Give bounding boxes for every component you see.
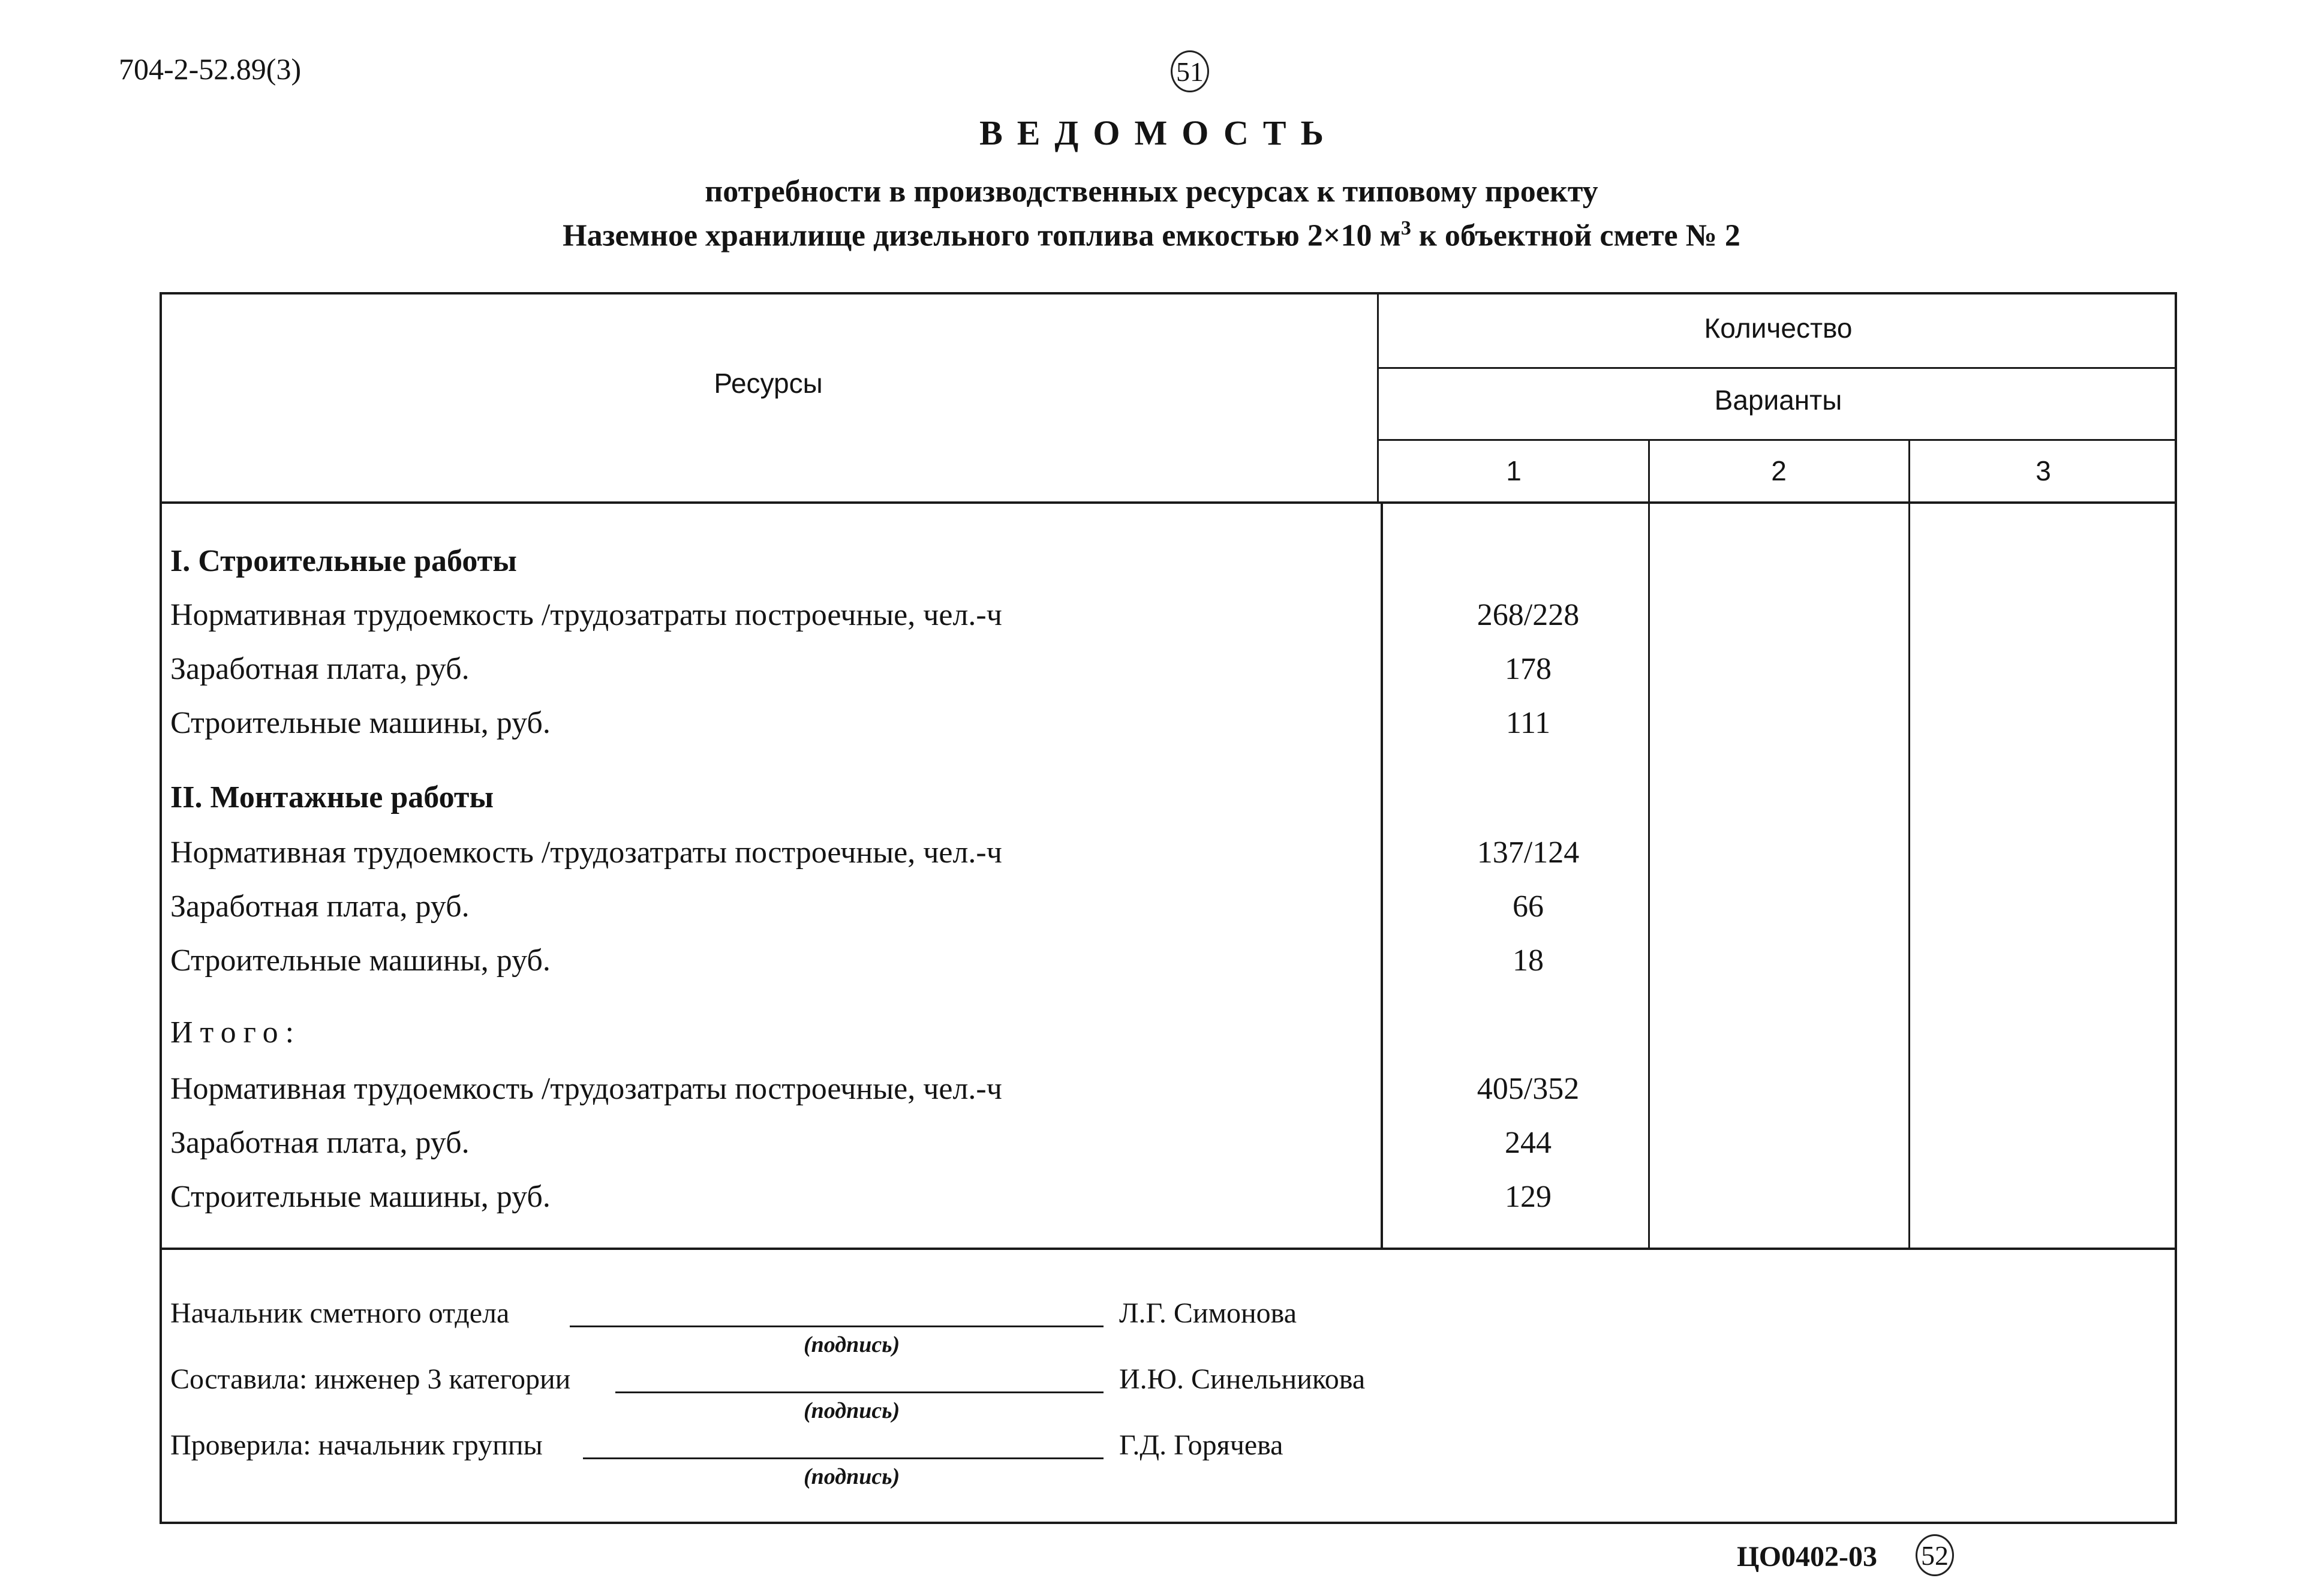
row-label: Нормативная трудоемкость /трудозатраты построечные, чел.-ч — [170, 598, 1002, 632]
document-title: ВЕДОМОСТЬ — [979, 113, 1338, 152]
rule-signatures-top — [160, 1248, 2177, 1250]
row-label: Заработная плата, руб. — [170, 1126, 470, 1160]
signature-role: Начальник сметного отдела — [170, 1297, 510, 1329]
subtitle-2-tail: к объектной смете № 2 — [1411, 218, 1740, 253]
section-title-construction: I. Строительные работы — [170, 544, 517, 578]
signature-line — [570, 1326, 1104, 1327]
row-value-variant-1: 129 — [1505, 1180, 1552, 1214]
rule-quantity-bottom — [1377, 367, 2177, 369]
signatory-name: И.Ю. Синельникова — [1119, 1363, 1366, 1395]
page-number-top: 51 — [1171, 50, 1209, 92]
document-subtitle-2 — [0, 217, 2303, 253]
footer-document-code: ЦО0402-03 — [1737, 1541, 1878, 1573]
section-title-total: Итого: — [170, 1015, 302, 1050]
header-variant-2: 2 — [1771, 455, 1787, 486]
subtitle-2-main: Наземное хранилище дизельного топлива емкостью 2×10 м — [563, 218, 1401, 253]
rule-resources-col-body — [1381, 501, 1383, 1249]
row-value-variant-1: 244 — [1505, 1126, 1552, 1160]
rule-variant-2-3 — [1908, 439, 1910, 1249]
rule-variants-bottom — [1377, 439, 2177, 441]
document-subtitle-1: потребности в производственных ресурсах к типовому проекту — [705, 175, 1598, 209]
section-title-installation: II. Монтажные работы — [170, 780, 494, 814]
header-quantity: Количество — [1704, 312, 1853, 344]
signatory-name: Л.Г. Симонова — [1119, 1297, 1297, 1329]
signature-line — [615, 1391, 1104, 1393]
rule-header-bottom — [160, 501, 2177, 504]
header-variant-3: 3 — [2036, 455, 2051, 486]
row-value-variant-1: 18 — [1513, 943, 1544, 978]
signatory-name: Г.Д. Горячева — [1119, 1429, 1283, 1461]
signature-note: (подпись) — [804, 1398, 900, 1423]
document-code: 704-2-52.89(3) — [119, 52, 302, 86]
row-value-variant-1: 405/352 — [1477, 1072, 1580, 1106]
row-label: Нормативная трудоемкость /трудозатраты построечные, чел.-ч — [170, 1072, 1002, 1106]
row-value-variant-1: 111 — [1505, 706, 1551, 740]
row-value-variant-1: 178 — [1505, 652, 1552, 686]
header-resources: Ресурсы — [714, 368, 823, 399]
row-label: Строительные машины, руб. — [170, 706, 551, 740]
header-variants: Варианты — [1714, 384, 1842, 416]
subtitle-2-superscript: 3 — [1400, 217, 1411, 239]
row-label: Заработная плата, руб. — [170, 889, 470, 924]
row-label: Строительные машины, руб. — [170, 943, 551, 978]
signature-note: (подпись) — [804, 1464, 900, 1489]
signature-role: Составила: инженер 3 категории — [170, 1363, 571, 1395]
header-variant-1: 1 — [1506, 455, 1522, 486]
row-value-variant-1: 137/124 — [1477, 835, 1580, 870]
row-value-variant-1: 66 — [1513, 889, 1544, 924]
page-number-bottom: 52 — [1916, 1534, 1954, 1576]
signature-note: (подпись) — [804, 1332, 900, 1357]
rule-resources-col-header — [1377, 292, 1379, 503]
signature-role: Проверила: начальник группы — [170, 1429, 543, 1461]
row-value-variant-1: 268/228 — [1477, 598, 1580, 632]
row-label: Заработная плата, руб. — [170, 652, 470, 686]
row-label: Строительные машины, руб. — [170, 1180, 551, 1214]
row-label: Нормативная трудоемкость /трудозатраты построечные, чел.-ч — [170, 835, 1002, 870]
signature-line — [583, 1457, 1104, 1459]
